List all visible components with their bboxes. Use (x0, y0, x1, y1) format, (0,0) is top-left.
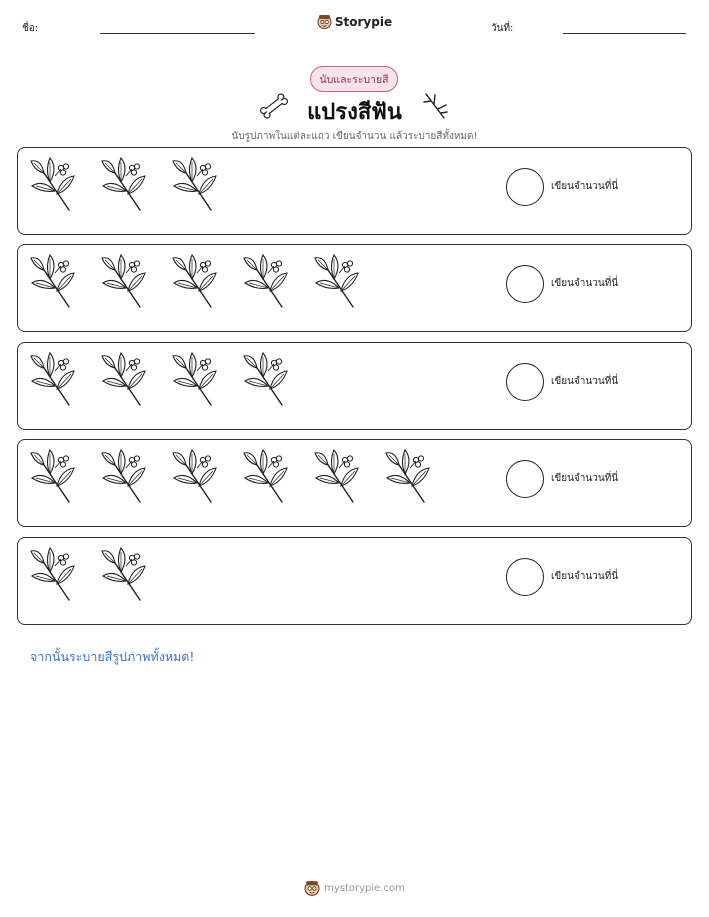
answer-circle[interactable] (506, 265, 544, 303)
twig-with-leaves-icon (99, 546, 149, 608)
answer-label: เขียนจำนวนที่นี่ (551, 473, 619, 484)
answer-circle[interactable] (506, 168, 544, 206)
twig-with-leaves-icon (241, 253, 291, 315)
answer-circle[interactable] (506, 363, 544, 401)
twig-with-leaves-icon (170, 156, 220, 218)
twig-with-leaves-icon (99, 448, 149, 510)
twig-with-leaves-icon (28, 351, 78, 413)
storypie-mascot-icon (304, 880, 320, 897)
twig-with-leaves-icon (99, 351, 149, 413)
answer-label: เขียนจำนวนที่นี่ (551, 376, 619, 387)
name-label: ชื่อ: (22, 23, 39, 34)
twig-with-leaves-icon (99, 156, 149, 218)
footer-instruction: จากนั้นระบายสีรูปภาพทั้งหมด! (30, 649, 195, 664)
twig-with-leaves-icon (28, 546, 78, 608)
twig-with-leaves-icon (170, 253, 220, 315)
twig-with-leaves-icon (383, 448, 433, 510)
answer-label: เขียนจำนวนที่นี่ (551, 571, 619, 582)
date-label: วันที่: (491, 23, 514, 34)
twig-with-leaves-icon (312, 253, 362, 315)
brand-name: Storypie (334, 15, 393, 29)
twig-with-leaves-icon (241, 448, 291, 510)
twig-with-leaves-icon (28, 156, 78, 218)
brand (0, 14, 709, 30)
site-footer (0, 880, 709, 897)
activity-badge: นับและระบายสี (310, 66, 398, 92)
answer-circle[interactable] (506, 460, 544, 498)
count-row-1 (17, 147, 692, 235)
count-row-2 (17, 244, 692, 332)
date-line[interactable] (563, 33, 686, 34)
twig-with-leaves-icon (241, 351, 291, 413)
answer-label: เขียนจำนวนที่นี่ (551, 278, 619, 289)
answer-label: เขียนจำนวนที่นี่ (551, 181, 619, 192)
twig-with-leaves-icon (28, 448, 78, 510)
twig-with-leaves-icon (170, 351, 220, 413)
storypie-mascot-icon (317, 14, 332, 30)
answer-circle[interactable] (506, 558, 544, 596)
twig-with-leaves-icon (99, 253, 149, 315)
site-url: mystorypie.com (324, 883, 405, 894)
count-row-5 (17, 537, 692, 625)
twig-with-leaves-icon (170, 448, 220, 510)
instructions: นับรูปภาพในแต่ละแถว เขียนจำนวน แล้วระบายสีทั้งหมด! (231, 131, 478, 142)
twig-with-leaves-icon (28, 253, 78, 315)
name-line[interactable] (100, 33, 255, 34)
bare-branch-icon (420, 90, 450, 122)
count-row-4 (17, 439, 692, 527)
twig-with-leaves-icon (312, 448, 362, 510)
page-title: แปรงสีฟัน (307, 100, 402, 125)
count-row-3 (17, 342, 692, 430)
